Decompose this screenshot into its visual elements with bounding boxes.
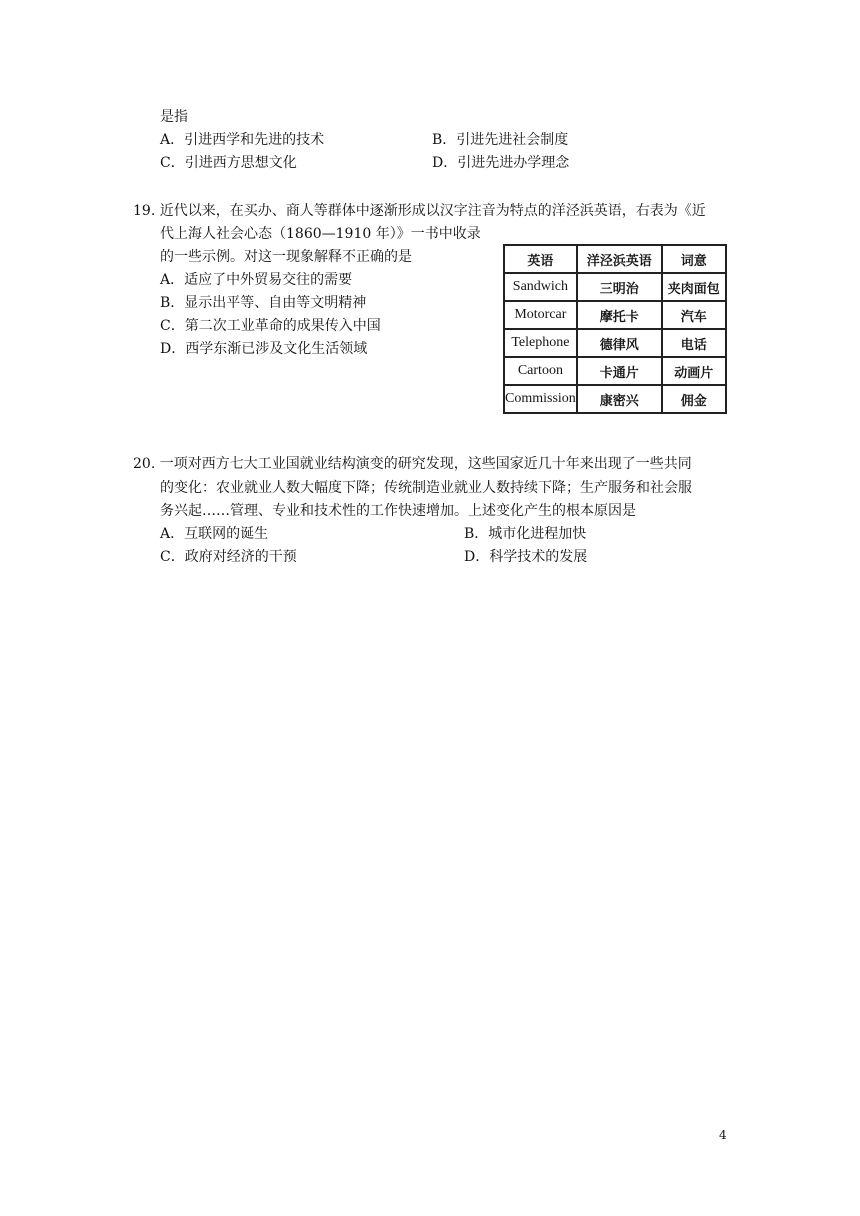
cell-meaning: 汽车: [662, 301, 726, 329]
cell-pidgin: 卡通片: [577, 357, 662, 385]
q18-option-a[interactable]: A．引进西学和先进的技术: [160, 132, 325, 148]
cell-english: Sandwich: [504, 273, 577, 301]
table-header-row: [504, 245, 726, 273]
q20-option-d[interactable]: D．科学技术的发展: [464, 549, 588, 565]
table-row: [504, 301, 726, 329]
q19-stem-line-2: 代上海人社会心态（1860—1910 年）》一书中收录: [160, 226, 481, 242]
q20-option-a[interactable]: A．互联网的诞生: [160, 526, 269, 542]
q19-stem-line-3: 的一些示例。对这一现象解释不正确的是: [160, 249, 412, 265]
header-english: 英语: [504, 245, 577, 273]
header-pidgin: 洋泾浜英语: [577, 245, 662, 273]
cell-meaning: 夹肉面包: [662, 273, 726, 301]
q20-stem-line-1: 20. 一项对西方七大工业国就业结构演变的研究发现，这些国家近几十年来出现了一些共同: [133, 456, 692, 472]
q20-stem-line-3: 务兴起……管理、专业和技术性的工作快速增加。上述变化产生的根本原因是: [160, 503, 636, 519]
q18-stem-tail: 是指: [160, 109, 188, 125]
cell-pidgin: 康密兴: [577, 385, 662, 413]
q18-option-d[interactable]: D．引进先进办学理念: [432, 155, 570, 171]
cell-pidgin: 摩托卡: [577, 301, 662, 329]
page-number: 4: [719, 1128, 727, 1142]
q18-option-b[interactable]: B．引进先进社会制度: [432, 132, 569, 148]
header-meaning: 词意: [662, 245, 726, 273]
q18-option-c[interactable]: C．引进西方思想文化: [160, 155, 297, 171]
q19-option-b[interactable]: B．显示出平等、自由等文明精神: [160, 295, 367, 311]
cell-meaning: 电话: [662, 329, 726, 357]
table-row: [504, 273, 726, 301]
q19-stem-line-1: 19. 近代以来，在买办、商人等群体中逐渐形成以汉字注音为特点的洋泾浜英语，右表为《近: [133, 203, 706, 219]
q19-option-a[interactable]: A．适应了中外贸易交往的需要: [160, 272, 353, 288]
cell-english: Cartoon: [504, 357, 577, 385]
q19-option-c[interactable]: C．第二次工业革命的成果传入中国: [160, 318, 381, 334]
cell-english: Motorcar: [504, 301, 577, 329]
table-row: [504, 329, 726, 357]
q19-option-d[interactable]: D．西学东渐已涉及文化生活领域: [160, 341, 368, 357]
cell-pidgin: 三明治: [577, 273, 662, 301]
cell-meaning: 动画片: [662, 357, 726, 385]
q20-option-b[interactable]: B．城市化进程加快: [464, 526, 587, 542]
pidgin-english-table: [503, 244, 727, 414]
table-row: [504, 385, 726, 413]
cell-pidgin: 德律风: [577, 329, 662, 357]
table-row: [504, 357, 726, 385]
q20-option-c[interactable]: C．政府对经济的干预: [160, 549, 297, 565]
cell-english: Commission: [504, 385, 577, 413]
cell-meaning: 佣金: [662, 385, 726, 413]
q20-stem-line-2: 的变化：农业就业人数大幅度下降；传统制造业就业人数持续下降；生产服务和社会服: [160, 480, 692, 496]
cell-english: Telephone: [504, 329, 577, 357]
